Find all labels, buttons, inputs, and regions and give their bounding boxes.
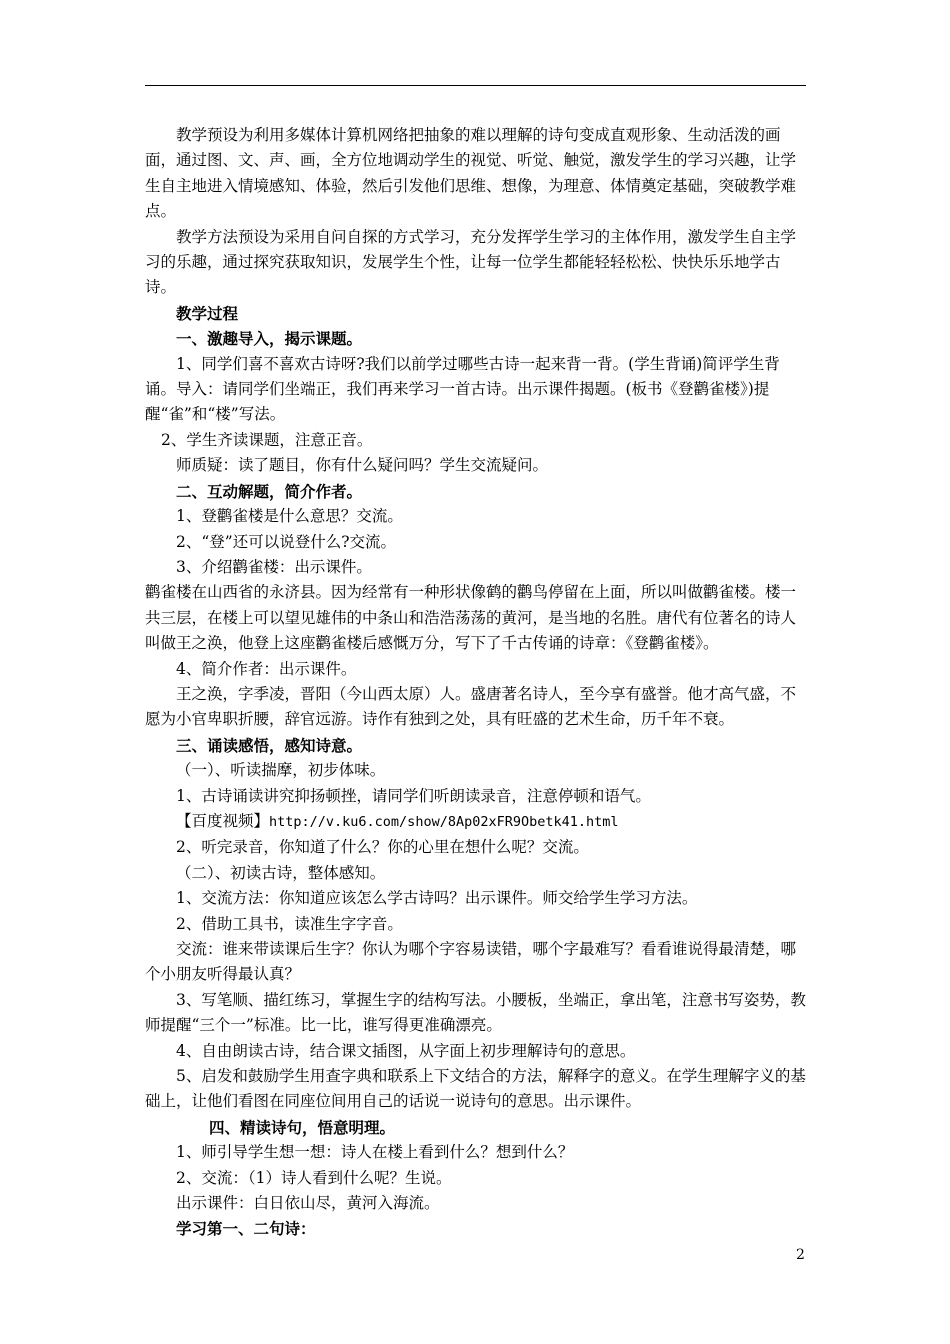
paragraph: 教学方法预设为采用自问自探的方式学习，充分发挥学生学习的主体作用，激发学生自主学习的乐趣，通过探究获取知识，发展学生个性，让每一位学生都能轻轻松松、快快乐乐地学古诗。 [145,227,797,297]
paragraph: 1、同学们喜不喜欢古诗呀?我们以前学过哪些古诗一起来背一背。(学生背诵)简评学生背诵。导入：请同学们坐端正，我们再来学习一首古诗。出示课件揭题。(板书《登鹳雀楼》)提醒“雀”和“楼”写法。 [145,354,780,424]
paragraph: 3、介绍鹳雀楼：出示课件。 [176,557,372,576]
paragraph: 2、借助工具书，读准生字字音。 [176,914,403,933]
section-heading: 三、诵读感悟，感知诗意。 [176,735,363,755]
paragraph: （二）、初读古诗，整体感知。 [176,863,386,882]
paragraph: 4、简介作者：出示课件。 [176,659,357,678]
paragraph: 2、“登”还可以说登什么?交流。 [176,532,397,551]
section-heading: 二、互动解题，简介作者。 [176,481,363,501]
paragraph: 4、自由朗读古诗，结合课文插图，从字面上初步理解诗句的意思。 [176,1041,636,1060]
paragraph: 交流：谁来带读课后生字？你认为哪个字容易读错，哪个字最难写？看看谁说得最清楚，哪个小朋友听得最认真？ [145,940,797,984]
paragraph: 出示课件：白日依山尽，黄河入海流。 [176,1194,440,1213]
paragraph: 2、交流：（1）诗人看到什么呢？生说。 [176,1168,452,1187]
paragraph: 教学预设为利用多媒体计算机网络把抽象的难以理解的诗句变成直观形象、生动活泼的画面，通过图、文、声、画，全方位地调动学生的视觉、听觉、触觉，激发学生的学习兴趣，让学生自主地进入情境感知、体验，然后引发他们思维、想像，为理意、体情奠定基础，突破教学难点。 [145,126,797,221]
paragraph: 1、古诗诵读讲究抑扬顿挫，请同学们听朗读录音，注意停顿和语气。 [176,786,651,805]
paragraph: 师质疑：读了题目，你有什么疑问吗？学生交流疑问。 [176,456,549,475]
paragraph: 鹳雀楼在山西省的永济县。因为经常有一种形状像鹤的鹳鸟停留在上面，所以叫做鹳雀楼。楼一共三层，在楼上可以望见雄伟的中条山和浩浩荡荡的黄河，是当地的名胜。唐代有位著名的诗人叫做王之涣，他登上这座鹳雀楼后感慨万分，写下了千古传诵的诗章：《登鹳雀楼》。 [145,583,797,653]
header-rule [145,85,806,86]
document-body [145,123,809,1242]
section-heading: 教学过程 [176,303,239,323]
page-number: 2 [796,1247,805,1263]
paragraph: 王之涣，字季凌，晋阳（今山西太原）人。盛唐著名诗人，至今享有盛誉。他才高气盛，不愿为小官卑职折腰，辞官远游。诗作有独到之处，具有旺盛的艺术生命，历千年不衰。 [145,684,797,729]
section-heading: 学习第一、二句诗： [176,1219,316,1239]
video-link-url[interactable]: http://v.ku6.com/show/8Ap02xFR9Obetk41.html [269,813,619,830]
paragraph: 1、师引导学生想一想：诗人在楼上看到什么？想到什么？ [176,1143,574,1162]
paragraph: 2、学生齐读课题，注意正音。 [161,430,373,449]
section-heading: 四、精读诗句，悟意明理。 [209,1117,396,1137]
paragraph: 3、写笔顺、描红练习，掌握生字的结构写法。小腰板，坐端正，拿出笔，注意书写姿势，教师提醒“三个一”标准。比一比，谁写得更准确漂亮。 [145,990,806,1035]
paragraph: 2、听完录音，你知道了什么？你的心里在想什么呢？交流。 [176,838,589,857]
paragraph: （一）、听读揣摩，初步体味。 [176,761,386,780]
video-link-paragraph [145,809,809,835]
paragraph: 1、登鹳雀楼是什么意思？交流。 [176,507,403,526]
video-link-label: 【百度视频】 [176,811,270,830]
paragraph: 5、启发和鼓励学生用查字典和联系上下文结合的方法，解释字的意义。在学生理解字义的基础上，让他们看图在同座位间用自己的话说一说诗句的意思。出示课件。 [145,1067,806,1111]
paragraph: 1、交流方法：你知道应该怎么学古诗吗？出示课件。师交给学生学习方法。 [176,889,698,908]
section-heading: 一、激趣导入，揭示课题。 [176,329,363,349]
